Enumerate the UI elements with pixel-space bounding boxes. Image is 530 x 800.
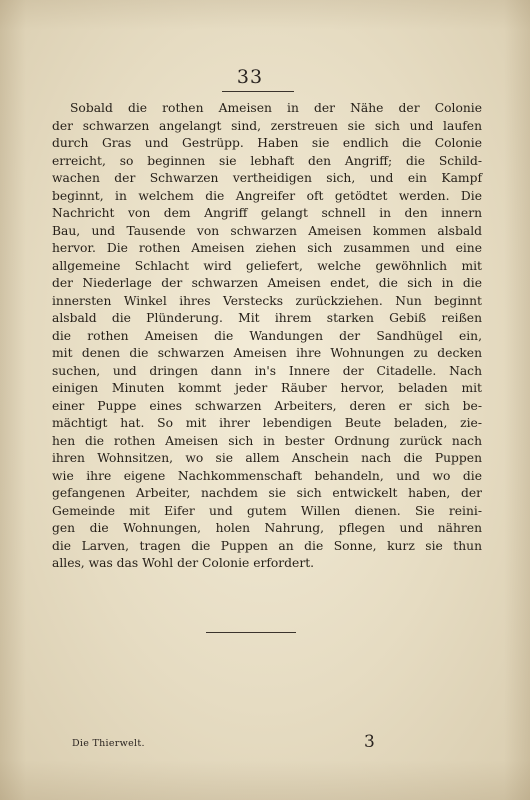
text-line: wachen der Schwarzen vertheidigen sich, und ein Kampf [52,171,482,185]
text-line: alles, was das Wohl der Colonie erfordert. [52,556,315,570]
text-line: Nachricht von dem Angriff gelangt schnell in den innern [52,206,482,220]
text-line: ihren Wohnsitzen, wo sie allem Anschein nach die Puppen [52,451,482,465]
text-line: die rothen Ameisen die Wandungen der Sandhügel ein, [52,328,482,343]
text-line: wie ihre eigene Nachkommenschaft behandeln, und wo die [52,468,482,483]
header-rule [222,91,294,92]
text-line: mächtigt hat. So mit ihrer lebendigen Beute beladen, zie- [52,416,482,430]
footer-signature: Die Thierwelt. [72,738,145,749]
text-line: Sobald die rothen Ameisen in der Nähe der Colonie [70,101,482,115]
text-line: mit denen die schwarzen Ameisen ihre Wohnungen zu decken [52,346,482,360]
text-line: die Larven, tragen die Puppen an die Sonne, kurz sie thun [52,538,482,553]
text-line: der Niederlage der schwarzen Ameisen endet, die sich in die [52,276,482,290]
text-line: gefangenen Arbeiter, nachdem sie sich entwickelt haben, der [52,486,482,500]
text-line: Gemeinde mit Eifer und gutem Willen dienen. Sie reini- [52,503,482,518]
footer-sheet-number: 3 [364,732,375,752]
text-line: beginnt, in welchem die Angreifer oft getödtet werden. Die [52,188,482,203]
text-line: hen die rothen Ameisen sich in bester Ordnung zurück nach [52,433,482,448]
page-number: 33 [236,66,264,88]
text-line: hervor. Die rothen Ameisen ziehen sich zusammen und eine [52,241,482,255]
text-line: Bau, und Tausende von schwarzen Ameisen kommen alsbald [52,223,482,238]
body-text [52,100,482,573]
footer-rule [206,632,296,633]
text-line: alsbald die Plünderung. Mit ihrem starken Gebiß reißen [52,311,482,325]
text-line: suchen, und dringen dann in's Innere der Citadelle. Nach [52,363,482,378]
text-line: innersten Winkel ihres Verstecks zurückziehen. Nun beginnt [52,293,482,308]
text-line: der schwarzen angelangt sind, zerstreuen sie sich und laufen [52,118,482,133]
text-line: gen die Wohnungen, holen Nahrung, pflegen und nähren [52,521,482,535]
text-line: einer Puppe eines schwarzen Arbeiters, deren er sich be- [52,398,482,413]
text-line: einigen Minuten kommt jeder Räuber hervor, beladen mit [52,381,482,395]
text-line: durch Gras und Gestrüpp. Haben sie endlich die Colonie [52,136,482,150]
text-line: erreicht, so beginnen sie lebhaft den Angriff; die Schild- [52,153,482,168]
text-line: allgemeine Schlacht wird geliefert, welche gewöhnlich mit [52,258,482,273]
